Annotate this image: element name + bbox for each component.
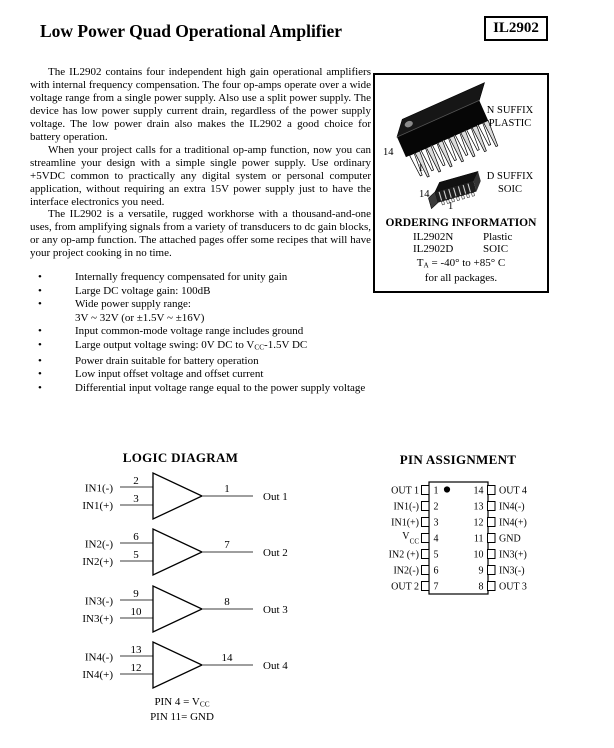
pin-number: 12 xyxy=(130,662,142,674)
feature-item xyxy=(30,285,398,299)
ordering-information xyxy=(375,217,547,284)
input-label: IN2(+) xyxy=(82,556,113,568)
dip-pin1-label: 1 xyxy=(418,163,424,174)
ordering-row xyxy=(375,231,547,243)
features-list xyxy=(30,271,398,395)
pin-label: IN1(+) xyxy=(391,517,419,529)
order-package-type: SOIC xyxy=(483,243,509,255)
pin-number: 9 xyxy=(133,588,139,600)
pin-label: OUT 4 xyxy=(499,485,527,497)
pin-number: 12 xyxy=(473,517,484,529)
pin-number: 2 xyxy=(433,501,439,513)
opamp-1 xyxy=(82,473,287,519)
pin-number: 3 xyxy=(433,517,439,529)
pin-number: 14 xyxy=(221,652,233,664)
pin-number: 6 xyxy=(433,565,439,577)
d-suffix-label: D SUFFIX SOIC xyxy=(486,171,534,195)
gnd-pin-note: PIN 11= GND xyxy=(150,711,214,724)
feature-text: Wide power supply range: xyxy=(75,298,191,310)
feature-item xyxy=(30,368,398,382)
pin-number: 5 xyxy=(433,549,439,561)
output-label: Out 3 xyxy=(263,604,288,616)
pin-number: 2 xyxy=(133,475,139,487)
feature-text: Input common-mode voltage range includes ground xyxy=(75,325,304,337)
bullet-icon: • xyxy=(38,325,42,337)
feature-text: Large DC voltage gain: 100dB xyxy=(75,284,211,297)
bullet-icon: • xyxy=(38,354,42,367)
pin-number: 8 xyxy=(478,581,484,593)
logic-diagram-title: LOGIC DIAGRAM xyxy=(122,450,239,465)
pin-label: IN4(+) xyxy=(499,517,527,529)
bullet-icon: • xyxy=(38,368,42,381)
output-label: Out 2 xyxy=(263,547,288,559)
output-label: Out 1 xyxy=(263,491,288,503)
bullet-icon: • xyxy=(38,271,42,283)
feature-text-line2: 3V ~ 32V (or ±1.5V ~ ±16V) xyxy=(75,311,205,324)
bullet-icon: • xyxy=(38,298,42,310)
ordering-row xyxy=(375,243,547,255)
pin-number: 7 xyxy=(224,539,230,551)
soic-pin14-label: 14 xyxy=(419,189,430,200)
pin-label: IN4(-) xyxy=(499,501,525,513)
intro-paragraph-3: The IL2902 is a versatile, rugged workhorse with a thousand-and-one uses, from amplifying signals from a variety of transducers to dc gain blocks, or any op-amp function. The attached pages offer some recipes that will have your project cooking in no time. xyxy=(30,208,371,260)
opamp-4 xyxy=(82,642,288,688)
pin-number: 5 xyxy=(133,549,139,561)
feature-text: Power drain suitable for battery operation xyxy=(75,354,259,367)
order-part-number: IL2902D xyxy=(413,243,454,255)
temperature-note: for all packages. xyxy=(424,271,498,284)
pin-number: 14 xyxy=(473,485,484,497)
pin-label: IN1(-) xyxy=(393,501,419,513)
opamp-triangle xyxy=(153,586,202,632)
pin-label: OUT 2 xyxy=(391,581,419,593)
description-text xyxy=(30,66,371,260)
opamp-2 xyxy=(82,529,287,575)
pin-label: V xyxy=(402,531,410,542)
input-label: IN3(+) xyxy=(82,613,113,625)
dip-pin14-label: 14 xyxy=(383,147,394,158)
feature-item xyxy=(30,298,398,325)
input-label: IN4(+) xyxy=(82,669,113,681)
opamp-triangle xyxy=(153,529,202,575)
pin-number: 13 xyxy=(473,501,484,513)
pin-label: IN3(-) xyxy=(499,565,525,577)
vcc-pin-note: PIN $4 = V_{CC}$ xyxy=(154,696,210,709)
bullet-icon: • xyxy=(38,338,42,351)
pin-label: OUT 1 xyxy=(391,485,419,497)
opamp-triangle xyxy=(153,642,202,688)
logic-diagram xyxy=(55,468,315,700)
soic-package-drawing xyxy=(425,171,484,208)
bullet-icon: • xyxy=(38,284,42,297)
pin-assignment-title: PIN ASSIGNMENT xyxy=(399,452,517,467)
pin-number: 1 xyxy=(224,483,230,495)
order-part-number: IL2902N xyxy=(413,231,454,243)
dip-package-drawing xyxy=(391,83,510,182)
part-number-box xyxy=(484,16,548,41)
part-number: IL2902 xyxy=(493,20,539,36)
input-label: IN2(-) xyxy=(84,538,113,551)
pin-label: IN3(+) xyxy=(499,549,527,561)
pin-number: 3 xyxy=(133,493,139,505)
output-label: Out 4 xyxy=(263,660,288,672)
opamp-3 xyxy=(82,586,288,632)
input-label: IN1(+) xyxy=(82,500,113,512)
dip-pinout-diagram xyxy=(380,475,614,601)
pin-number: 7 xyxy=(433,581,439,593)
opamp-triangle xyxy=(153,473,202,519)
bullet-icon: • xyxy=(38,381,42,394)
feature-item xyxy=(30,382,398,396)
pin-number: 9 xyxy=(478,565,484,577)
logic-diagram-notes xyxy=(97,696,267,724)
pin-label-subscript: CC xyxy=(409,537,419,546)
pin-label: OUT 3 xyxy=(499,581,527,593)
page-title: Low Power Quad Operational Amplifier xyxy=(40,21,343,41)
pin-label: IN2(-) xyxy=(393,565,419,577)
input-label: IN4(-) xyxy=(84,651,113,664)
n-suffix-label: N SUFFIX PLASTIC xyxy=(486,105,534,129)
pin-number: 6 xyxy=(133,531,139,543)
intro-paragraph-1: The IL2902 contains four independent high gain operational amplifiers with internal frequency compensation. The four op-amps operate over a wide voltage range from a single power supply. Also use a split power supply. The device has low power supply current drain, regardless of the power supply voltage. The low power drain also makes the IL2902 a good choice for battery operation. xyxy=(30,66,371,143)
feature-text: Low input offset voltage and offset current xyxy=(75,368,264,381)
feature-item xyxy=(30,271,398,285)
soic-pin1-label: 1 xyxy=(448,201,454,212)
input-label: IN1(-) xyxy=(84,482,113,495)
feature-item xyxy=(30,325,398,339)
pin-number: 8 xyxy=(224,596,230,608)
temperature-range: $T_A = -40^\circ$ to +85° C xyxy=(416,257,506,270)
pin-number: 11 xyxy=(473,533,484,545)
intro-paragraph-2: When your project calls for a traditional op-amp function, now you can streamline your design with a simple single power supply. Use ordinary +5VDC common to practically any digital system or personal computer application, without requiring an extra 15V power supply just to have the interface electronics you need. xyxy=(30,143,371,208)
pin-number: 10 xyxy=(130,606,142,618)
order-package-type: Plastic xyxy=(483,231,513,243)
pin-1-marker-dot xyxy=(444,486,450,492)
feature-item xyxy=(30,339,398,355)
pin-number: 13 xyxy=(130,644,142,656)
ordering-information-title: ORDERING INFORMATION xyxy=(385,217,537,229)
feature-text: Large output voltage swing: 0V DC to $V_{CC}-1.5V$ DC xyxy=(75,338,308,352)
pin-label: GND xyxy=(499,533,521,545)
feature-text: Differential input voltage range equal to the power supply voltage xyxy=(75,381,366,394)
pin-number: 10 xyxy=(473,549,484,561)
input-label: IN3(-) xyxy=(84,595,113,608)
feature-item xyxy=(30,355,398,369)
pin-label: IN2 (+) xyxy=(388,549,419,561)
package-info-box xyxy=(373,73,549,293)
feature-text: Internally frequency compensated for unity gain xyxy=(75,271,288,283)
pin-number: 4 xyxy=(433,533,439,545)
pin-number: 1 xyxy=(433,485,439,497)
